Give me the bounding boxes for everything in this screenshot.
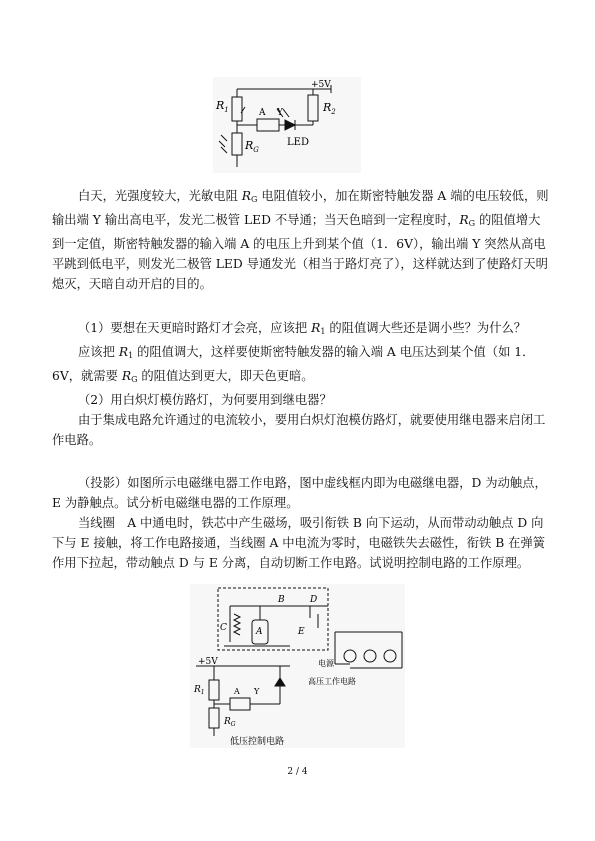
fig1-r2-label: $R_2$ (323, 101, 336, 116)
fig2-power-label: 电源 (318, 659, 334, 668)
fig2-r1-label: $R_1$ (194, 685, 205, 696)
fig1-node-y-label: Y (277, 108, 283, 118)
fig1-led-label: LED (287, 137, 309, 148)
fig2-high-voltage-label: 高压工作电路 (308, 677, 356, 686)
question-2: （2）用白炽灯模仿路灯，为何要用到继电器？ (78, 393, 332, 407)
paragraph-principle: 白天，光强度较大，光敏电阻 $R_G$ 电阻值较小，加在斯密特触发器 A 端的电压较低，则输出端 Y 输出高电平，发光二极管 LED 不导通；当天色暗到一定程度时，$R_G$ 的阻值增大到一定值，斯密特触发器的输入端 A 的电压上升到某个值（1．6V），输出端 Y 突然从高电平跳到低电平，则发光二极管 LED 导通发光（相当于路灯亮了），这样就达到了使路灯天明熄灭，天暗自动开启的目的。 (52, 189, 549, 291)
fig2-d-label: D (310, 595, 318, 605)
page-number: 2 / 4 (287, 767, 308, 777)
fig1-rg-label: $R_G$ (245, 139, 259, 154)
fig2-c-label: C (220, 623, 227, 633)
fig2-rg-label: $R_G$ (224, 717, 236, 728)
answer-1: 应该把 $R_1$ 的阻值调大，这样要使斯密特触发器的输入端 A 电压达到某个值（如 1．6V，就需要 $R_G$ 的阻值达到更大，即天色更暗。 (52, 345, 535, 384)
fig2-node-y-label: Y (254, 687, 260, 696)
fig2-b-label: B (278, 595, 285, 605)
fig2-node-a-label: A (234, 687, 240, 696)
fig1-r1-label: $R_1$ (216, 99, 229, 114)
fig2-low-voltage-label: 低压控制电路 (230, 737, 285, 747)
relay-explanation: 当线圈 A 中通电时，铁芯中产生磁场，吸引衔铁 B 向下运动，从而带动动触点 D 向下与 E 接触，将工作电路接通，当线圈 A 中电流为零时，电磁铁失去磁性，衔铁 B 在弹簧作用下拉起，带动触点 D 与 E 分离，自动切断工作电路。试说明控制电路的工作原理。 (52, 516, 546, 570)
relay-circuit-figure (190, 584, 405, 748)
relay-circuit-diagram (190, 584, 405, 748)
fig2-a-label: A (256, 627, 263, 637)
street-light-circuit-figure (213, 77, 361, 173)
question-1: （1）要想在天更暗时路灯才会亮，应该把 $R_1$ 的阻值调大些还是调小些？为什么？ (78, 321, 527, 336)
questions-section (52, 318, 552, 450)
street-light-circuit-diagram (213, 77, 361, 173)
relay-section (52, 473, 552, 573)
fig2-voltage-label: +5V (198, 657, 218, 667)
fig1-node-a-label: A (259, 108, 266, 118)
projection-paragraph: （投影）如图所示电磁继电器工作电路，图中虚线框内即为电磁继电器，D 为动触点，E 为静触点。试分析电磁继电器的工作原理。 (52, 476, 547, 510)
answer-2: 由于集成电路允许通过的电流较小，要用白炽灯泡模仿路灯，就要使用继电器来启闭工作电路。 (52, 413, 546, 447)
fig1-voltage-label: +5V (311, 80, 331, 90)
fig2-e-label: E (298, 627, 305, 637)
